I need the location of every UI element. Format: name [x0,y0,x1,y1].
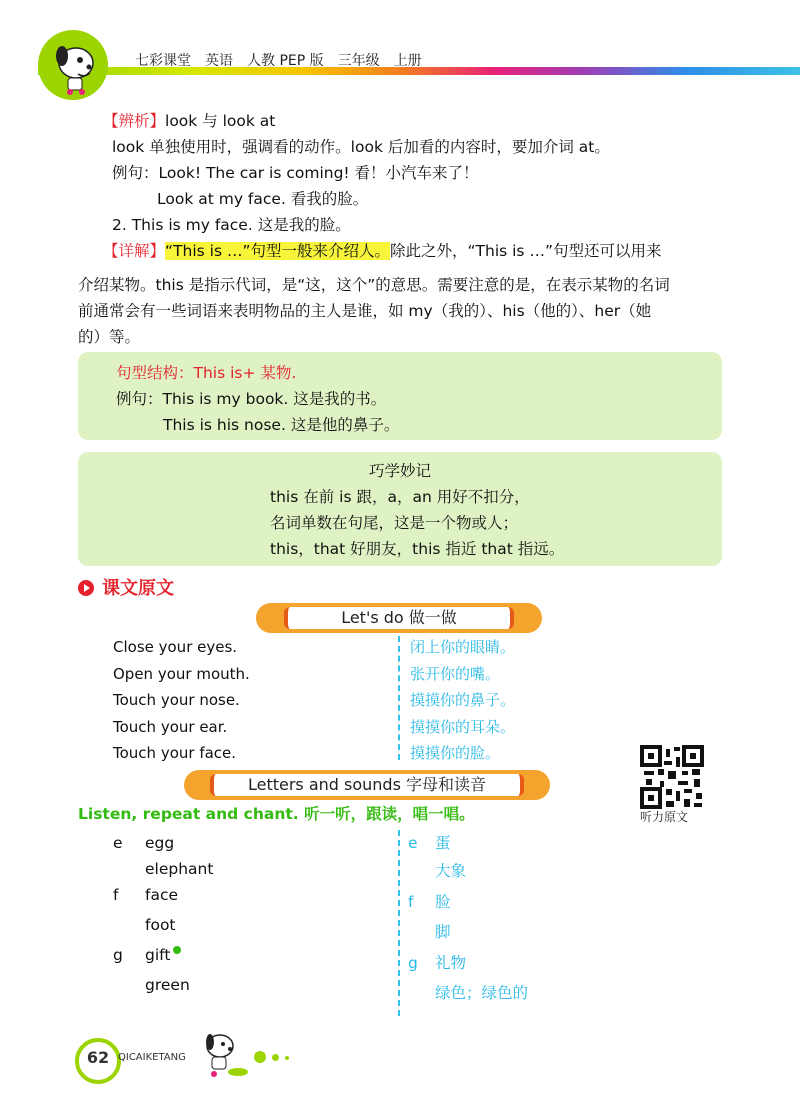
lets-do-line-zh: 闭上你的眼睛。 [410,638,516,656]
letters-banner-label: Letters and sounds 字母和读音 [210,774,524,796]
page-number: 62 [86,1048,110,1067]
header-title: 七彩课堂 英语 人教 PEP 版 三年级 上册 [135,53,422,69]
word-gift: gift [145,946,171,964]
analysis-line1: look 单独使用时，强调看的动作。look 后加看的内容时，要加介词 at。 [112,138,610,156]
section-title: 课文原文 [102,578,174,599]
detail-line3: 前通常会有一些词语来表明物品的主人是谁，如 my（我的）、his（他的）、her（她 [78,302,652,320]
memory-line1: this 在前 is 跟，a，an 用好不扣分， [270,488,530,506]
lets-do-line-en: Touch your ear. [113,717,228,736]
mascot-dog-icon [198,1030,258,1080]
mascot-dog-icon [38,30,108,100]
letters-instruction: Listen, repeat and chant. 听一听，跟读，唱一唱。 [78,805,475,823]
letters-divider [398,830,400,1016]
analysis-heading [103,108,275,134]
lets-do-banner-label: Let's do 做一做 [284,607,514,629]
analysis-example1-text: Look! The car is coming! 看！小汽车来了！ [158,164,479,182]
zh-egg: 蛋 [435,834,451,852]
letter-f-zh: f [408,893,414,911]
detail-line1-rest: 除此之外，“This is …”句型还可以用来 [390,242,662,260]
letter-f: f [113,886,119,904]
lets-do-line-en: Close your eyes. [113,638,238,656]
point-2: 2. This is my face. 这是我的脸。 [112,216,351,234]
structure-example2: This is his nose. 这是他的鼻子。 [163,416,400,434]
memory-line3: this，that 好朋友，this 指近 that 指远。 [270,540,565,558]
play-icon [78,580,94,596]
lets-do-line-zh: 摸摸你的耳朵。 [410,717,516,736]
analysis-title: look 与 look at [165,112,276,130]
detail-line2: 介绍某物。this 是指示代词，是“这，这个”的意思。需要注意的是，在表示某物的名词 [78,276,670,294]
footer-dot-icon [254,1051,266,1063]
lets-do-line-zh: 摸摸你的鼻子。 [410,691,516,709]
structure-example1 [116,386,386,412]
letter-e: e [113,834,123,852]
analysis-example1 [112,160,479,186]
memory-line2: 名词单数在句尾，这是一个物或人； [270,514,519,532]
zh-face: 脸 [435,893,451,911]
audio-dot-icon[interactable] [173,946,181,954]
analysis-example2: Look at my face. 看我的脸。 [157,190,369,208]
lets-do-line-zh: 摸摸你的脸。 [410,744,501,762]
lets-do-divider [398,636,400,760]
word-elephant: elephant [145,860,214,878]
analysis-example-label: 例句： [112,164,159,182]
lets-do-banner [256,603,542,633]
footer-dot-icon [285,1056,289,1060]
zh-elephant: 大象 [435,862,467,880]
analysis-tag: 【辨析】 [103,112,166,130]
letters-banner [184,770,550,800]
structure-example-label: 例句： [116,390,163,408]
footer-dot-icon [272,1054,279,1061]
structure-example1-text: This is my book. 这是我的书。 [162,390,387,408]
footer-mascot [198,1030,258,1084]
qr-caption: 听力原文 [640,810,689,824]
zh-green: 绿色；绿色的 [435,984,529,1002]
lets-do-line-en: Touch your nose. [113,691,240,709]
detail-highlight: “This is …”句型一般来介绍人。 [165,242,390,260]
lets-do-english [113,634,250,767]
lets-do-chinese [410,634,515,767]
word-face: face [145,886,179,904]
letter-g-zh: g [408,954,418,972]
letter-e-zh: e [408,834,418,852]
word-egg: egg [145,834,175,852]
lets-do-line-en: Touch your face. [113,744,237,762]
structure-title: 句型结构：This is+ 某物. [116,364,297,382]
qr-code-icon[interactable] [640,745,704,809]
detail-line1 [103,238,661,264]
header-mascot-circle [38,30,108,100]
letter-g: g [113,946,123,964]
footer-brand: QICAIKETANG [118,1052,186,1063]
word-green: green [145,976,190,994]
lets-do-line-zh: 张开你的嘴。 [410,664,501,683]
memory-title: 巧学妙记 [368,462,431,480]
zh-foot: 脚 [435,923,451,941]
detail-tag: 【详解】 [103,242,166,260]
detail-line4: 的）等。 [78,328,141,346]
zh-gift: 礼物 [435,954,467,972]
word-foot: foot [145,916,176,934]
lets-do-line-en: Open your mouth. [113,664,250,683]
